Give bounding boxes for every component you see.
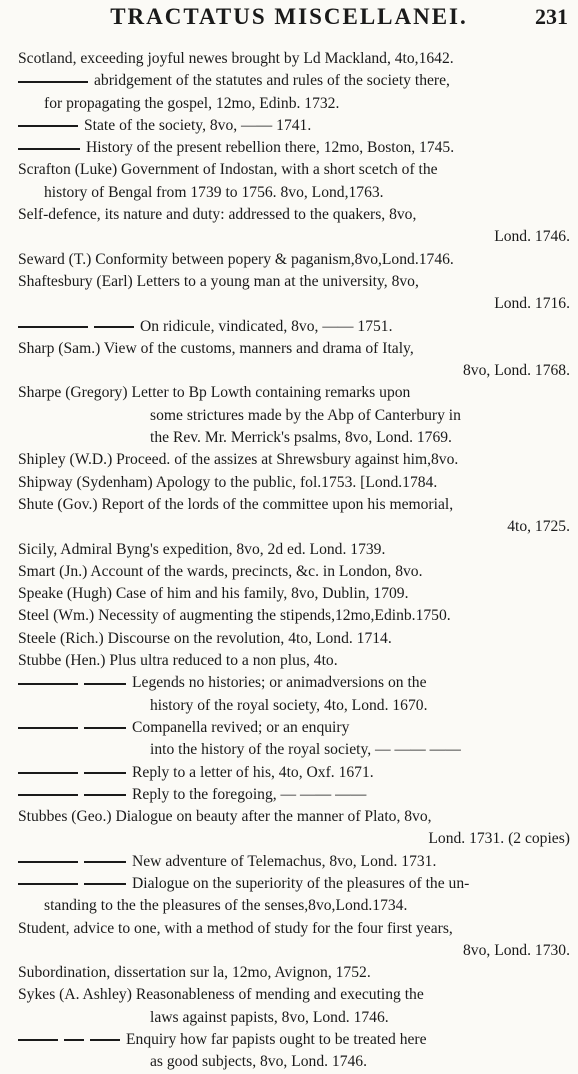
entry-text: Student, advice to one, with a method of study for the four first years, — [18, 919, 453, 937]
entry-text: Companella revived; or an enquiry — [132, 718, 350, 736]
entry-text: Reply to a letter of his, 4to, Oxf. 1671. — [132, 763, 374, 781]
entry-text: Enquiry how far papists ought to be treated here — [126, 1031, 427, 1049]
catalogue-line — [18, 316, 570, 338]
catalogue-line — [18, 182, 570, 204]
catalogue-line — [18, 93, 570, 115]
catalogue-line — [18, 762, 570, 784]
catalogue-line — [18, 449, 570, 471]
entry-text: On ridicule, vindicated, 8vo, —— 1751. — [140, 317, 393, 335]
entry-text: Lond. 1731. (2 copies) — [428, 830, 570, 848]
catalogue-line — [18, 1051, 570, 1073]
catalogue-line — [18, 918, 570, 940]
catalogue-line — [18, 984, 570, 1006]
catalogue-line — [18, 895, 570, 917]
catalogue-entries — [18, 48, 570, 1074]
entry-text: 8vo, Lond. 1730. — [463, 941, 570, 959]
entry-text: Sharpe (Gregory) Letter to Bp Lowth containing remarks upon — [18, 384, 411, 402]
entry-text: Dialogue on the superiority of the pleasures of the un- — [132, 874, 470, 892]
ditto-dash — [18, 148, 80, 150]
entry-text: Shipley (W.D.) Proceed. of the assizes at Shrewsbury against him,8vo. — [18, 451, 459, 469]
entry-text: Shaftesbury (Earl) Letters to a young man at the university, 8vo, — [18, 272, 419, 290]
ditto-dash — [94, 326, 134, 328]
entry-text: Lond. 1716. — [494, 295, 570, 313]
catalogue-line — [18, 293, 570, 315]
entry-text: into the history of the royal society, — —— —— — [150, 741, 461, 759]
ditto-dash — [84, 883, 126, 885]
catalogue-line — [18, 672, 570, 694]
entry-text: 4to, 1725. — [507, 518, 570, 536]
entry-text: history of the royal society, 4to, Lond. 1670. — [150, 696, 428, 714]
catalogue-line — [18, 628, 570, 650]
entry-text: Stubbe (Hen.) Plus ultra reduced to a non plus, 4to. — [18, 652, 338, 670]
entry-text: history of Bengal from 1739 to 1756. 8vo, Lond,1763. — [44, 183, 384, 201]
catalogue-line — [18, 1029, 570, 1051]
catalogue-line — [18, 338, 570, 360]
catalogue-line — [18, 115, 570, 137]
ditto-dash — [18, 326, 88, 328]
ditto-dash — [84, 727, 126, 729]
catalogue-line — [18, 962, 570, 984]
ditto-dash — [18, 81, 88, 83]
catalogue-line — [18, 561, 570, 583]
catalogue-line — [18, 828, 570, 850]
entry-text: the Rev. Mr. Merrick's psalms, 8vo, Lond. 1769. — [150, 429, 452, 447]
ditto-dash — [90, 1039, 120, 1041]
catalogue-line — [18, 427, 570, 449]
catalogue-line — [18, 494, 570, 516]
catalogue-line — [18, 226, 570, 248]
entry-text: abridgement of the statutes and rules of the society there, — [94, 72, 450, 90]
running-title: TRACTATUS MISCELLANEI. — [110, 4, 468, 29]
catalogue-line — [18, 249, 570, 271]
entry-text: State of the society, 8vo, —— 1741. — [84, 116, 312, 134]
entry-text: Legends no histories; or animadversions on the — [132, 674, 427, 692]
catalogue-line — [18, 851, 570, 873]
entry-text: standing to the the pleasures of the senses,8vo,Lond.1734. — [44, 897, 408, 915]
catalogue-line — [18, 405, 570, 427]
entry-text: Shipway (Sydenham) Apology to the public, fol.1753. [Lond.1784. — [18, 473, 438, 491]
catalogue-line — [18, 472, 570, 494]
catalogue-line — [18, 940, 570, 962]
entry-text: laws against papists, 8vo, Lond. 1746. — [150, 1008, 389, 1026]
catalogue-line — [18, 360, 570, 382]
catalogue-line — [18, 717, 570, 739]
catalogue-line — [18, 583, 570, 605]
catalogue-line — [18, 873, 570, 895]
catalogue-line — [18, 806, 570, 828]
ditto-dash — [84, 794, 126, 796]
catalogue-line — [18, 516, 570, 538]
catalogue-line — [18, 784, 570, 806]
catalogue-line — [18, 539, 570, 561]
entry-text: Scrafton (Luke) Government of Indostan, with a short scetch of the — [18, 161, 438, 179]
catalogue-line — [18, 605, 570, 627]
entry-text: Sharp (Sam.) View of the customs, manners and drama of Italy, — [18, 339, 414, 357]
entry-text: Speake (Hugh) Case of him and his family, 8vo, Dublin, 1709. — [18, 585, 409, 603]
entry-text: Seward (T.) Conformity between popery & paganism,8vo,Lond.1746. — [18, 250, 454, 268]
entry-text: Lond. 1746. — [494, 228, 570, 246]
entry-text: Sicily, Admiral Byng's expedition, 8vo, 2d ed. Lond. 1739. — [18, 540, 386, 558]
entry-text: for propagating the gospel, 12mo, Edinb. 1732. — [44, 94, 340, 112]
catalogue-line — [18, 271, 570, 293]
entry-text: Sykes (A. Ashley) Reasonableness of mending and executing the — [18, 986, 424, 1004]
entry-text: 8vo, Lond. 1768. — [463, 362, 570, 380]
ditto-dash — [84, 683, 126, 685]
entry-text: Smart (Jn.) Account of the wards, precincts, &c. in London, 8vo. — [18, 562, 423, 580]
catalogue-line — [18, 48, 570, 70]
entry-text: New adventure of Telemachus, 8vo, Lond. 1731. — [132, 852, 437, 870]
ditto-dash — [18, 125, 78, 127]
ditto-dash — [84, 861, 126, 863]
ditto-dash — [64, 1039, 84, 1041]
catalogue-line — [18, 382, 570, 404]
ditto-dash — [18, 883, 78, 885]
entry-text: Steele (Rich.) Discourse on the revolution, 4to, Lond. 1714. — [18, 629, 392, 647]
entry-text: Stubbes (Geo.) Dialogue on beauty after the manner of Plato, 8vo, — [18, 808, 432, 826]
catalogue-line — [18, 650, 570, 672]
catalogue-line — [18, 70, 570, 92]
entry-text: Scotland, exceeding joyful newes brought by Ld Mackland, 4to,1642. — [18, 50, 454, 67]
ditto-dash — [18, 772, 78, 774]
entry-text: as good subjects, 8vo, Lond. 1746. — [150, 1053, 367, 1071]
ditto-dash — [18, 794, 78, 796]
catalogue-line — [18, 159, 570, 181]
catalogue-line — [18, 695, 570, 717]
catalogue-line — [18, 137, 570, 159]
entry-text: Self-defence, its nature and duty: addressed to the quakers, 8vo, — [18, 206, 417, 224]
catalogue-line — [18, 204, 570, 226]
catalogue-line — [18, 1007, 570, 1029]
ditto-dash — [18, 727, 78, 729]
ditto-dash — [84, 772, 126, 774]
entry-text: Subordination, dissertation sur la, 12mo, Avignon, 1752. — [18, 964, 371, 982]
ditto-dash — [18, 1039, 58, 1041]
entry-text: Steel (Wm.) Necessity of augmenting the stipends,12mo,Edinb.1750. — [18, 607, 451, 625]
entry-text: History of the present rebellion there, 12mo, Boston, 1745. — [86, 139, 455, 157]
ditto-dash — [18, 861, 78, 863]
page-number: 231 — [535, 4, 568, 29]
entry-text: Reply to the foregoing, — —— —— — [132, 785, 367, 803]
page-header — [0, 4, 578, 44]
catalogue-line — [18, 739, 570, 761]
ditto-dash — [18, 683, 78, 685]
entry-text: Shute (Gov.) Report of the lords of the committee upon his memorial, — [18, 495, 454, 513]
entry-text: some strictures made by the Abp of Canterbury in — [150, 406, 461, 424]
